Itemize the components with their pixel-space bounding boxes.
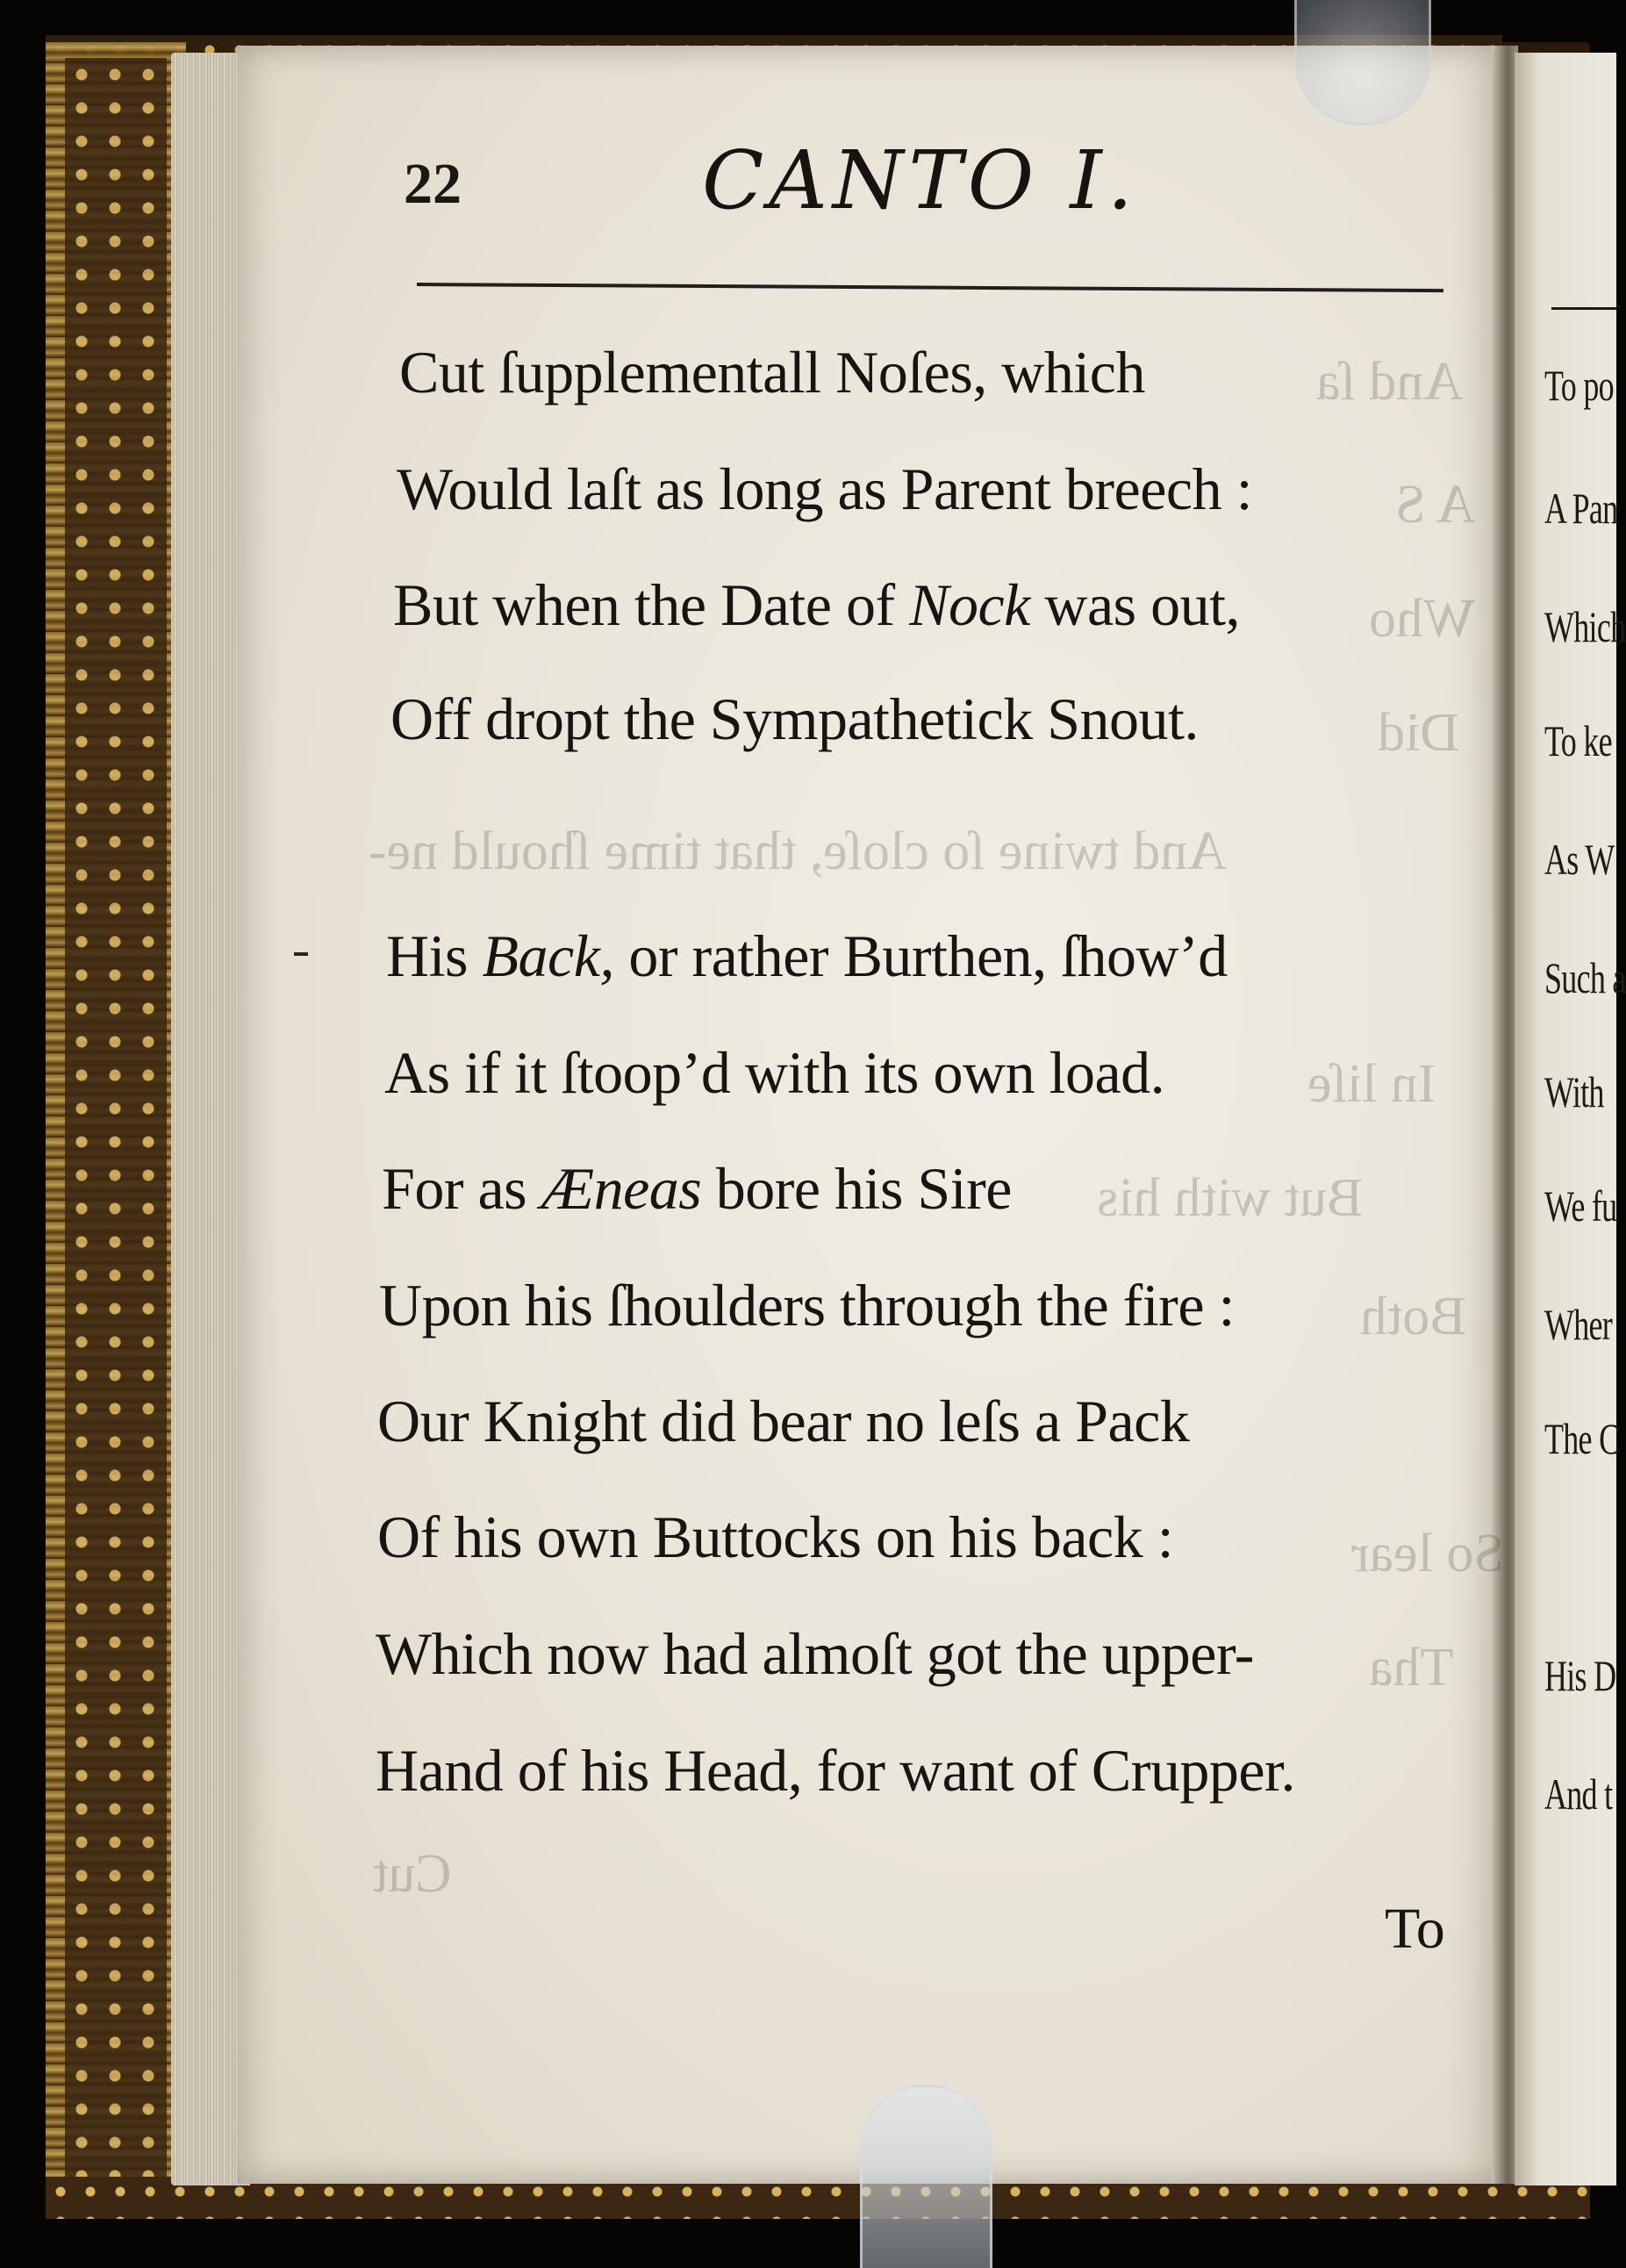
show-through-text: Did	[1378, 703, 1459, 763]
right-page-fragment: And t	[1544, 1769, 1613, 1819]
margin-mark	[294, 952, 308, 956]
verse-line-8: Upon his ſhoulders through the fire :	[379, 1272, 1235, 1339]
verse-text: For as	[382, 1155, 541, 1222]
verse-text: But when the Date of	[393, 571, 910, 638]
right-page-fragment: To ke	[1544, 716, 1612, 765]
catchword: To	[1385, 1897, 1445, 1961]
verse-line-1: Cut ſupplementall Noſes, which	[399, 339, 1145, 406]
verse-text: was out,	[1029, 571, 1240, 638]
show-through-text: So lear	[1351, 1524, 1504, 1583]
right-page-fragment: The C	[1544, 1414, 1620, 1463]
gilt-border-left	[46, 42, 186, 2219]
show-through-text: And ſa	[1316, 352, 1464, 412]
verse-text: bore his Sire	[701, 1155, 1012, 1222]
verse-line-6: As if it ſtoop’d with its own load.	[384, 1039, 1165, 1106]
show-through-text: Who	[1369, 589, 1475, 649]
running-title: CANTO I.	[702, 133, 1138, 227]
show-through-text: A S	[1395, 475, 1476, 535]
right-page-header-rule	[1551, 307, 1616, 310]
right-page-fragment: With	[1544, 1067, 1604, 1116]
verse-line-7	[382, 1154, 1012, 1224]
right-page-fragment: Which	[1544, 602, 1626, 651]
page-number: 22	[404, 152, 462, 216]
right-page-fragment: We fu	[1544, 1181, 1617, 1231]
verse-line-3	[393, 571, 1240, 640]
verse-line-10: Of his own Buttocks on his back :	[377, 1504, 1174, 1570]
verse-text: or rather Burthen, ſhow’d	[613, 922, 1228, 989]
right-page-fragment: A Pan	[1544, 484, 1618, 533]
verse-line-5	[386, 922, 1228, 991]
verse-line-2: Would laſt as long as Parent breech :	[397, 456, 1252, 522]
verse-italic-name: Æneas	[541, 1155, 702, 1222]
verse-italic-word: Back,	[482, 922, 614, 989]
right-page-fragment: His D	[1544, 1651, 1616, 1700]
verse-text: His	[386, 922, 483, 989]
right-page-fragment: As W	[1544, 835, 1615, 884]
page-clip-top	[1294, 0, 1431, 126]
show-through-text: And twine ſo cloſe, that time ſhould ne-	[369, 822, 1228, 881]
show-through-text: But with his	[1097, 1168, 1364, 1228]
right-page-fragment: Wher	[1544, 1300, 1613, 1349]
verse-italic-name: Nock	[909, 571, 1030, 638]
verse-line-4: Off dropt the Sympathetick Snout.	[390, 685, 1199, 752]
right-page-fragment: To po	[1544, 361, 1614, 410]
show-through-text: Both	[1360, 1287, 1466, 1346]
show-through-text: Tha	[1369, 1638, 1454, 1697]
show-through-text: Cut	[373, 1844, 452, 1904]
verse-line-9: Our Knight did bear no leſs a Pack	[377, 1388, 1190, 1454]
verse-line-12: Hand of his Head, for want of Crupper.	[376, 1737, 1295, 1804]
verse-line-11: Which now had almoſt got the upper-	[376, 1620, 1254, 1687]
show-through-text: In liſe	[1307, 1054, 1436, 1114]
page-clip-bottom	[860, 2085, 992, 2268]
right-page-fragment: Such a	[1544, 953, 1626, 1002]
